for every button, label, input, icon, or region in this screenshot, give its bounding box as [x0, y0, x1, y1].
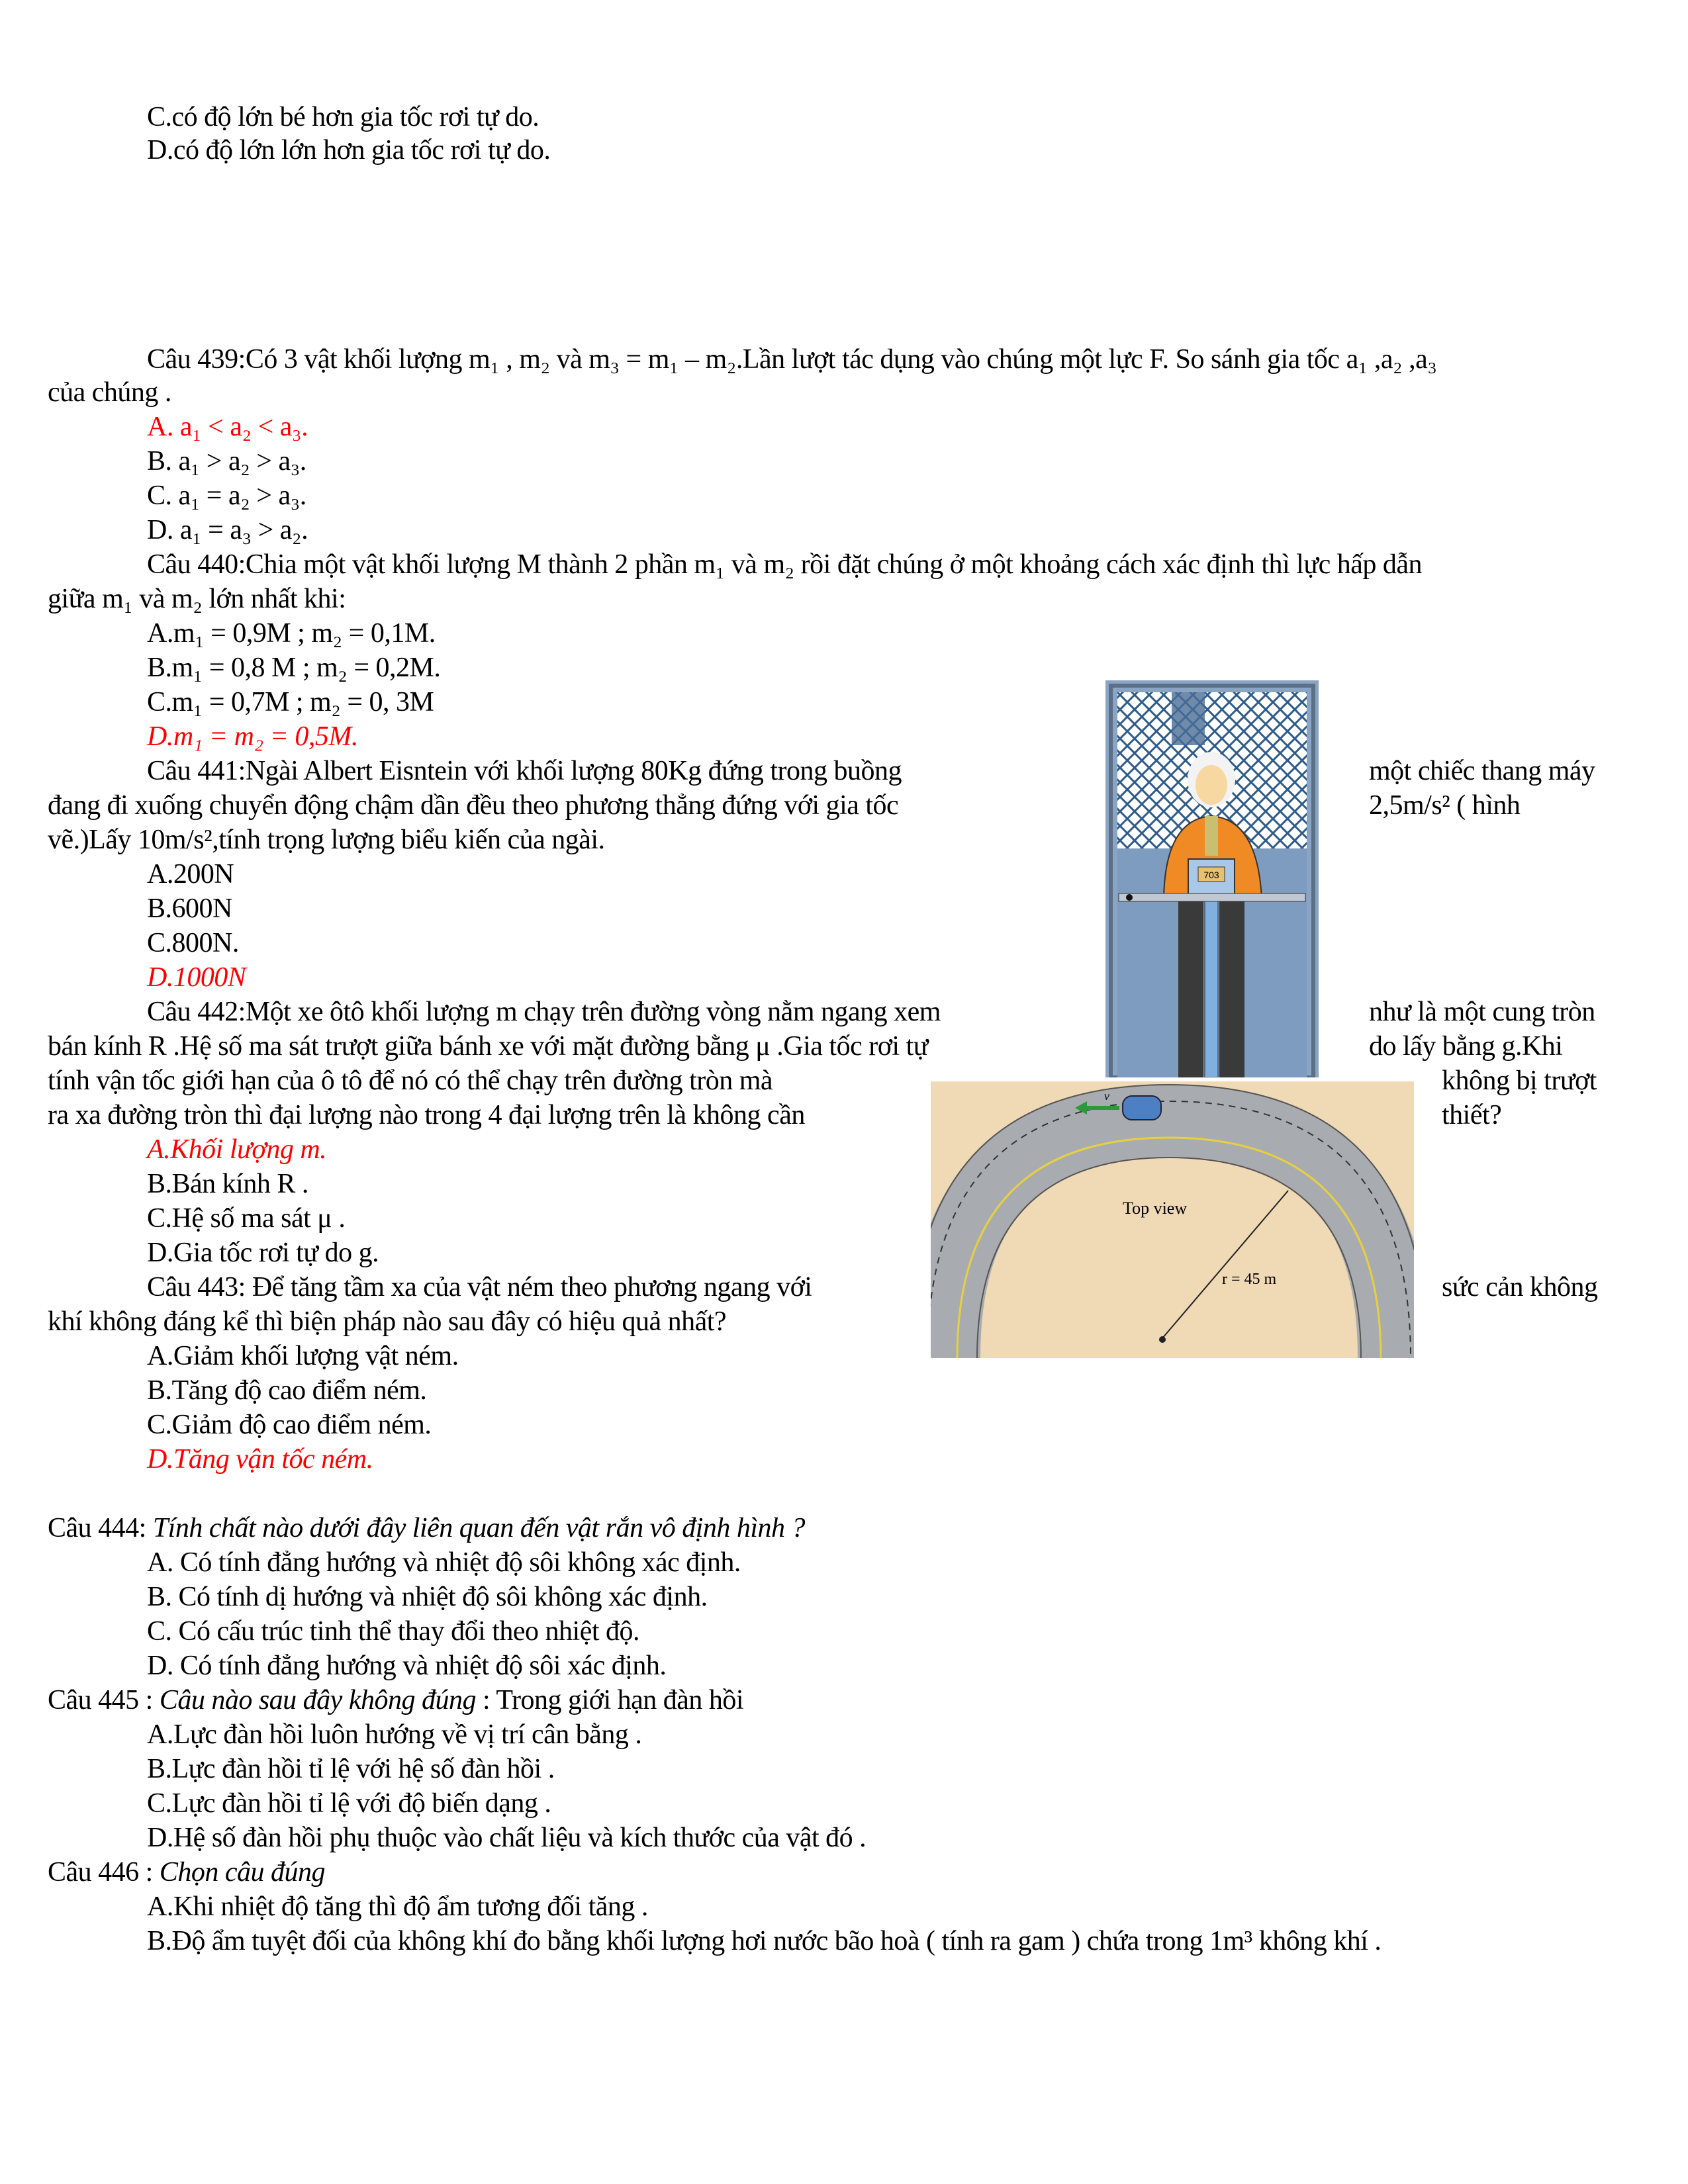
question-439-stem-cont: của chúng . — [48, 377, 171, 408]
question-439-stem: Câu 439:Có 3 vật khối lượng m₁ , m₂ và m₃ = m₁ – m₂.Lần lượt tác dụng vào chúng một lực F. So sánh gia tốc a₁ ,a₂ ,a₃ — [147, 344, 1437, 375]
question-445-option-a: A.Lực đàn hồi luôn hướng về vị trí cân bằng . — [147, 1719, 642, 1750]
question-439-option-c: C. a₁ = a₂ > a₃. — [147, 480, 306, 511]
option-c: C.có độ lớn bé hơn gia tốc rơi tự do. — [147, 102, 539, 132]
question-441-stem-line2: đang đi xuống chuyển động chậm dần đều theo phương thẳng đứng với gia tốc — [48, 790, 899, 821]
question-443-stem: Câu 443: Để tăng tầm xa của vật ném theo phương ngang với — [147, 1272, 812, 1302]
question-446-option-a: A.Khi nhiệt độ tăng thì độ ẩm tương đối tăng . — [147, 1891, 648, 1922]
question-443-option-c: C.Giảm độ cao điểm ném. — [147, 1410, 432, 1440]
question-440-stem: Câu 440:Chia một vật khối lượng M thành 2 phần m₁ và m₂ rồi đặt chúng ở một khoảng cách xác định thì lực hấp dẫn — [147, 549, 1423, 580]
question-441-stem-right1: một chiếc thang máy — [1369, 756, 1595, 786]
question-442-stem-line4: ra xa đường tròn thì đại lượng nào trong 4 đại lượng trên là không cần — [48, 1100, 805, 1130]
circular-road-figure — [931, 1081, 1414, 1358]
question-440-option-d-correct: D.m₁ = m₂ = 0,5M. — [147, 721, 358, 752]
question-445-option-b: B.Lực đàn hồi tỉ lệ với hệ số đàn hồi . — [147, 1754, 555, 1784]
question-440-option-b: B.m₁ = 0,8 M ; m₂ = 0,2M. — [147, 653, 441, 683]
question-442-option-d: D.Gia tốc rơi tự do g. — [147, 1238, 379, 1268]
question-446-option-b: B.Độ ẩm tuyệt đối của không khí đo bằng khối lượng hơi nước bão hoà ( tính ra gam ) chứa trong 1m³ không khí . — [147, 1926, 1382, 1956]
question-441-stem: Câu 441:Ngài Albert Eisntein với khối lượng 80Kg đứng trong buồng — [147, 756, 902, 786]
question-444-option-d: D. Có tính đẳng hướng và nhiệt độ sôi xác định. — [147, 1651, 667, 1681]
question-444-stem: Câu 444: Tính chất nào dưới đây liên quan đến vật rắn vô định hình ? — [48, 1513, 806, 1543]
question-439-option-d: D. a₁ = a₃ > a₂. — [147, 515, 308, 545]
question-441-option-b: B.600N — [147, 893, 232, 924]
question-443-stem-line2: khí không đáng kể thì biện pháp nào sau đây có hiệu quả nhất? — [48, 1306, 727, 1337]
top-view-label: Top view — [1123, 1199, 1188, 1218]
question-443-option-d-correct: D.Tăng vận tốc ném. — [147, 1444, 373, 1475]
question-442-option-c: C.Hệ số ma sát μ . — [147, 1203, 346, 1234]
question-442-option-b: B.Bán kính R . — [147, 1169, 308, 1199]
question-446-stem: Câu 446 : Chọn câu đúng — [48, 1857, 325, 1888]
question-440-option-a: A.m₁ = 0,9M ; m₂ = 0,1M. — [147, 618, 436, 649]
question-445-option-c: C.Lực đàn hồi tỉ lệ với độ biến dạng . — [147, 1788, 551, 1819]
question-441-option-d-correct: D.1000N — [147, 962, 246, 993]
question-444-option-c: C. Có cấu trúc tinh thể thay đổi theo nhiệt độ. — [147, 1616, 640, 1647]
question-445-option-d: D.Hệ số đàn hồi phụ thuộc vào chất liệu và kích thước của vật đó . — [147, 1823, 867, 1853]
option-d: D.có độ lớn lớn hơn gia tốc rơi tự do. — [147, 135, 551, 165]
car-icon — [1123, 1096, 1161, 1120]
scale-reading: 703 — [1203, 870, 1219, 880]
question-443-option-b: B.Tăng độ cao điểm ném. — [147, 1375, 427, 1406]
question-441-option-c: C.800N. — [147, 928, 239, 958]
question-442-stem-right2: do lấy bằng g.Khi — [1369, 1031, 1563, 1062]
question-442-stem-right4: thiết? — [1442, 1100, 1502, 1130]
question-442-stem-right3: không bị trượt — [1442, 1066, 1597, 1096]
question-444-option-b: B. Có tính dị hướng và nhiệt độ sôi không xác định. — [147, 1582, 708, 1612]
question-442-stem-line2: bán kính R .Hệ số ma sát trượt giữa bánh xe với mặt đường bằng μ .Gia tốc rơi tự — [48, 1031, 929, 1062]
question-440-option-c: C.m₁ = 0,7M ; m₂ = 0, 3M — [147, 687, 434, 717]
question-442-stem-right1: như là một cung tròn — [1369, 997, 1595, 1027]
question-443-stem-right: sức cản không — [1442, 1272, 1598, 1302]
question-441-stem-line3: vẽ.)Lấy 10m/s²,tính trọng lượng biểu kiến của ngài. — [48, 825, 605, 855]
question-439-option-b: B. a₁ > a₂ > a₃. — [147, 446, 306, 477]
question-444-option-a: A. Có tính đẳng hướng và nhiệt độ sôi không xác định. — [147, 1547, 741, 1578]
question-441-option-a: A.200N — [147, 859, 234, 889]
question-440-stem-cont: giữa m₁ và m₂ lớn nhất khi: — [48, 584, 346, 614]
question-441-stem-right2: 2,5m/s² ( hình — [1369, 790, 1521, 821]
question-442-option-a-correct: A.Khối lượng m. — [147, 1134, 327, 1165]
svg-text:v: v — [1104, 1089, 1109, 1103]
question-439-option-a-correct: A. a₁ < a₂ < a₃. — [147, 412, 308, 442]
elevator-figure — [1105, 680, 1319, 1077]
radius-label: r = 45 m — [1222, 1271, 1277, 1288]
question-445-stem: Câu 445 : Câu nào sau đây không đúng : Trong giới hạn đàn hồi — [48, 1685, 744, 1715]
question-442-stem: Câu 442:Một xe ôtô khối lượng m chạy trên đường vòng nằm ngang xem — [147, 997, 941, 1027]
question-442-stem-line3: tính vận tốc giới hạn của ô tô để nó có thể chạy trên đường tròn mà — [48, 1066, 773, 1096]
question-443-option-a: A.Giảm khối lượng vật ném. — [147, 1341, 459, 1371]
